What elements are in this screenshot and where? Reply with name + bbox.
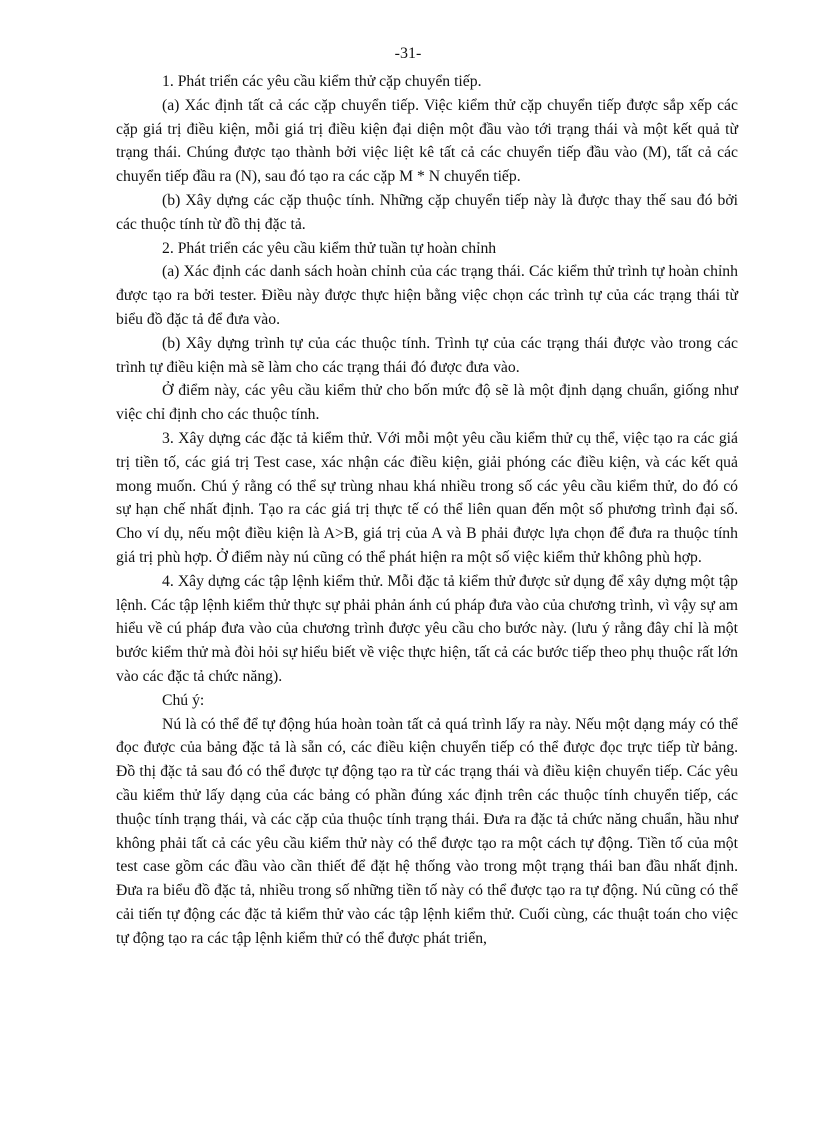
paragraph-automation-note: Nú là có thể để tự động húa hoàn toàn tất cả quá trình lấy ra này. Nếu một dạng máy có thể đọc được của bảng đặc tả là sẵn có, các điều kiện chuyển tiếp có thể được đọc trực tiếp từ bảng. Đồ thị đặc tả sau đó có thể được tự động tạo ra từ các trạng thái và điều kiện chuyển tiếp. Các yêu cầu kiểm thử lấy dạng của các bảng có phần đúng xác định trên các thuộc tính chuyển tiếp, các thuộc tính trạng thái, và các cặp của thuộc tính trạng thái. Đưa ra đặc tả chức năng chuẩn, hầu như không phải tất cả các yêu cầu kiểm thử này có thể được tạo ra một cách tự động. Tiền tố của một test case gồm các đầu vào cần thiết để đặt hệ thống vào trong một trạng thái ban đầu nhất định. Đưa ra biểu đồ đặc tả, nhiều trong số những tiền tố này có thể được tạo ra tự động. Nú cũng có thể cải tiến tự động các đặc tả kiểm thử vào các tập lệnh kiểm thử. Cuối cùng, các thuật toán cho việc tự động tạo ra các tập lệnh kiểm thử có thể được phát triển, bbox=[116, 715, 738, 947]
paragraph-step-1-heading: 1. Phát triển các yêu cầu kiểm thử cặp chuyển tiếp. bbox=[162, 73, 482, 90]
page-body bbox=[116, 70, 738, 950]
paragraph-step-2a: (a) Xác định các danh sách hoàn chỉnh của các trạng thái. Các kiểm thử trình tự hoàn chỉnh được tạo ra bởi tester. Điều này được thực hiện bằng việc chọn các trình tự của các trạng thái từ biểu đồ đặc tả để đưa vào. bbox=[116, 263, 738, 328]
paragraph-step-1a: (a) Xác định tất cả các cặp chuyển tiếp. Việc kiểm thử cặp chuyển tiếp được sắp xếp các cặp giá trị điều kiện, mỗi giá trị điều kiện đại diện một đầu vào tới trạng thái và một kết quả từ trạng thái. Chúng được tạo thành bởi việc liệt kê tất cả các chuyển tiếp đầu vào (M), tất cả các chuyển tiếp đầu ra (N), sau đó tạo ra các cặp M * N chuyển tiếp. bbox=[116, 96, 738, 186]
page-number: -31- bbox=[394, 45, 422, 62]
paragraph-note-heading: Chú ý: bbox=[162, 691, 205, 709]
paragraph-step-1b: (b) Xây dựng các cặp thuộc tính. Những cặp chuyển tiếp này là được thay thế sau đó bởi các thuộc tính từ đồ thị đặc tả. bbox=[116, 191, 738, 233]
paragraph-step-2-heading: 2. Phát triển các yêu cầu kiểm thử tuần tự hoàn chỉnh bbox=[162, 239, 497, 257]
paragraph-step-3: 3. Xây dựng các đặc tả kiểm thử. Với mỗi một yêu cầu kiểm thử cụ thể, việc tạo ra các giá trị tiền tố, các giá trị Test case, xác nhận các điều kiện, giải phóng các điều kiện, và các kết quả mong muốn. Chú ý rằng có thể sự trùng nhau khá nhiều trong số các yêu cầu kiểm thử, do đó có sự hạn chế nhất định. Tạo ra các giá trị thực tế có thể liên quan đến một số phương trình đại số. Cho ví dụ, nếu một điều kiện là A>B, giá trị của A và B phải được lựa chọn để đưa ra thuộc tính giá trị phù hợp. Ở điểm này nú cũng có thể phát hiện ra một số việc kiểm thử không phù hợp. bbox=[116, 429, 738, 566]
paragraph-step-2b: (b) Xây dựng trình tự của các thuộc tính. Trình tự của các trạng thái được vào trong các trình tự điều kiện mà sẽ làm cho các trạng thái đó được đưa vào. bbox=[116, 334, 738, 376]
paragraph-standard-format-note: Ở điểm này, các yêu cầu kiểm thử cho bốn mức độ sẽ là một định dạng chuẩn, giống như việc chỉ định cho các thuộc tính. bbox=[116, 382, 738, 424]
paragraph-step-4: 4. Xây dựng các tập lệnh kiểm thử. Mỗi đặc tả kiểm thử được sử dụng để xây dựng một tập lệnh. Các tập lệnh kiểm thử thực sự phải phản ánh cú pháp đưa vào của chương trình, vì vậy sự am hiểu về cú pháp đưa vào của chương trình được yêu cầu cho bước này. (lưu ý rằng đây chỉ là một bước kiểm thử mà đòi hỏi sự hiểu biết về việc thực hiện, tất cả các bước tiếp theo phụ thuộc rất lớn vào các đặc tả chức năng). bbox=[116, 572, 738, 685]
